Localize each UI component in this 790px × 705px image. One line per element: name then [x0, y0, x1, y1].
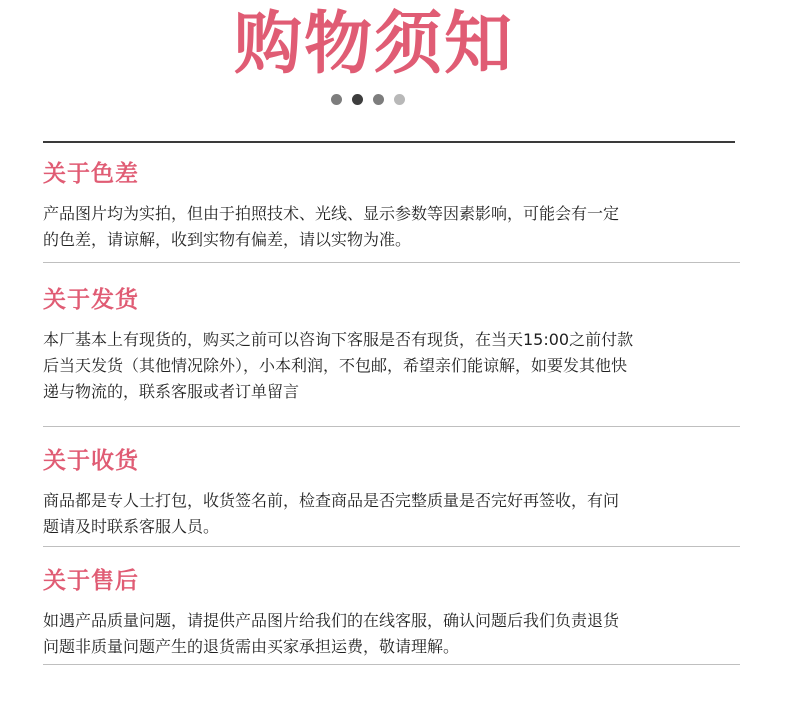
section-line: 后当天发货（其他情况除外），小本利润，不包邮，希望亲们能谅解，如要发其他快	[43, 356, 628, 375]
section-receiving	[43, 446, 748, 540]
pager-dot[interactable]	[373, 94, 384, 105]
section-line: 递与物流的，联系客服或者订单留言	[43, 382, 300, 401]
pager-dot[interactable]	[352, 94, 363, 105]
section-heading: 关于色差	[43, 161, 139, 187]
carousel-pager	[331, 94, 405, 105]
section-line: 题请及时联系客服人员。	[43, 517, 220, 536]
section-line: 问题非质量问题产生的退货需由买家承担运费，敬请理解。	[43, 637, 460, 656]
section-color-difference	[43, 159, 748, 253]
section-after-sales	[43, 566, 748, 660]
pager-dot[interactable]	[331, 94, 342, 105]
section-body	[43, 608, 748, 660]
section-heading: 关于发货	[43, 287, 139, 313]
section-body	[43, 488, 748, 540]
section-body	[43, 327, 748, 405]
section-line: 本厂基本上有现货的，购买之前可以咨询下客服是否有现货，在当天15:00之前付款	[43, 330, 634, 349]
section-line: 商品都是专人士打包，收货签名前，检查商品是否完整质量是否完好再签收，有问	[43, 491, 620, 510]
section-line: 产品图片均为实拍，但由于拍照技术、光线、显示参数等因素影响，可能会有一定	[43, 204, 620, 223]
section-body	[43, 201, 748, 253]
section-divider	[43, 262, 740, 263]
section-divider	[43, 426, 740, 427]
section-heading: 关于收货	[43, 448, 139, 474]
section-line: 的色差，请谅解，收到实物有偏差，请以实物为准。	[43, 230, 412, 249]
section-shipping	[43, 285, 748, 405]
title-divider	[43, 141, 735, 143]
page-title: 购物须知	[233, 5, 514, 84]
section-heading: 关于售后	[43, 568, 139, 594]
pager-dot[interactable]	[394, 94, 405, 105]
section-divider	[43, 546, 740, 547]
section-divider	[43, 664, 740, 665]
section-line: 如遇产品质量问题，请提供产品图片给我们的在线客服，确认问题后我们负责退货	[43, 611, 620, 630]
